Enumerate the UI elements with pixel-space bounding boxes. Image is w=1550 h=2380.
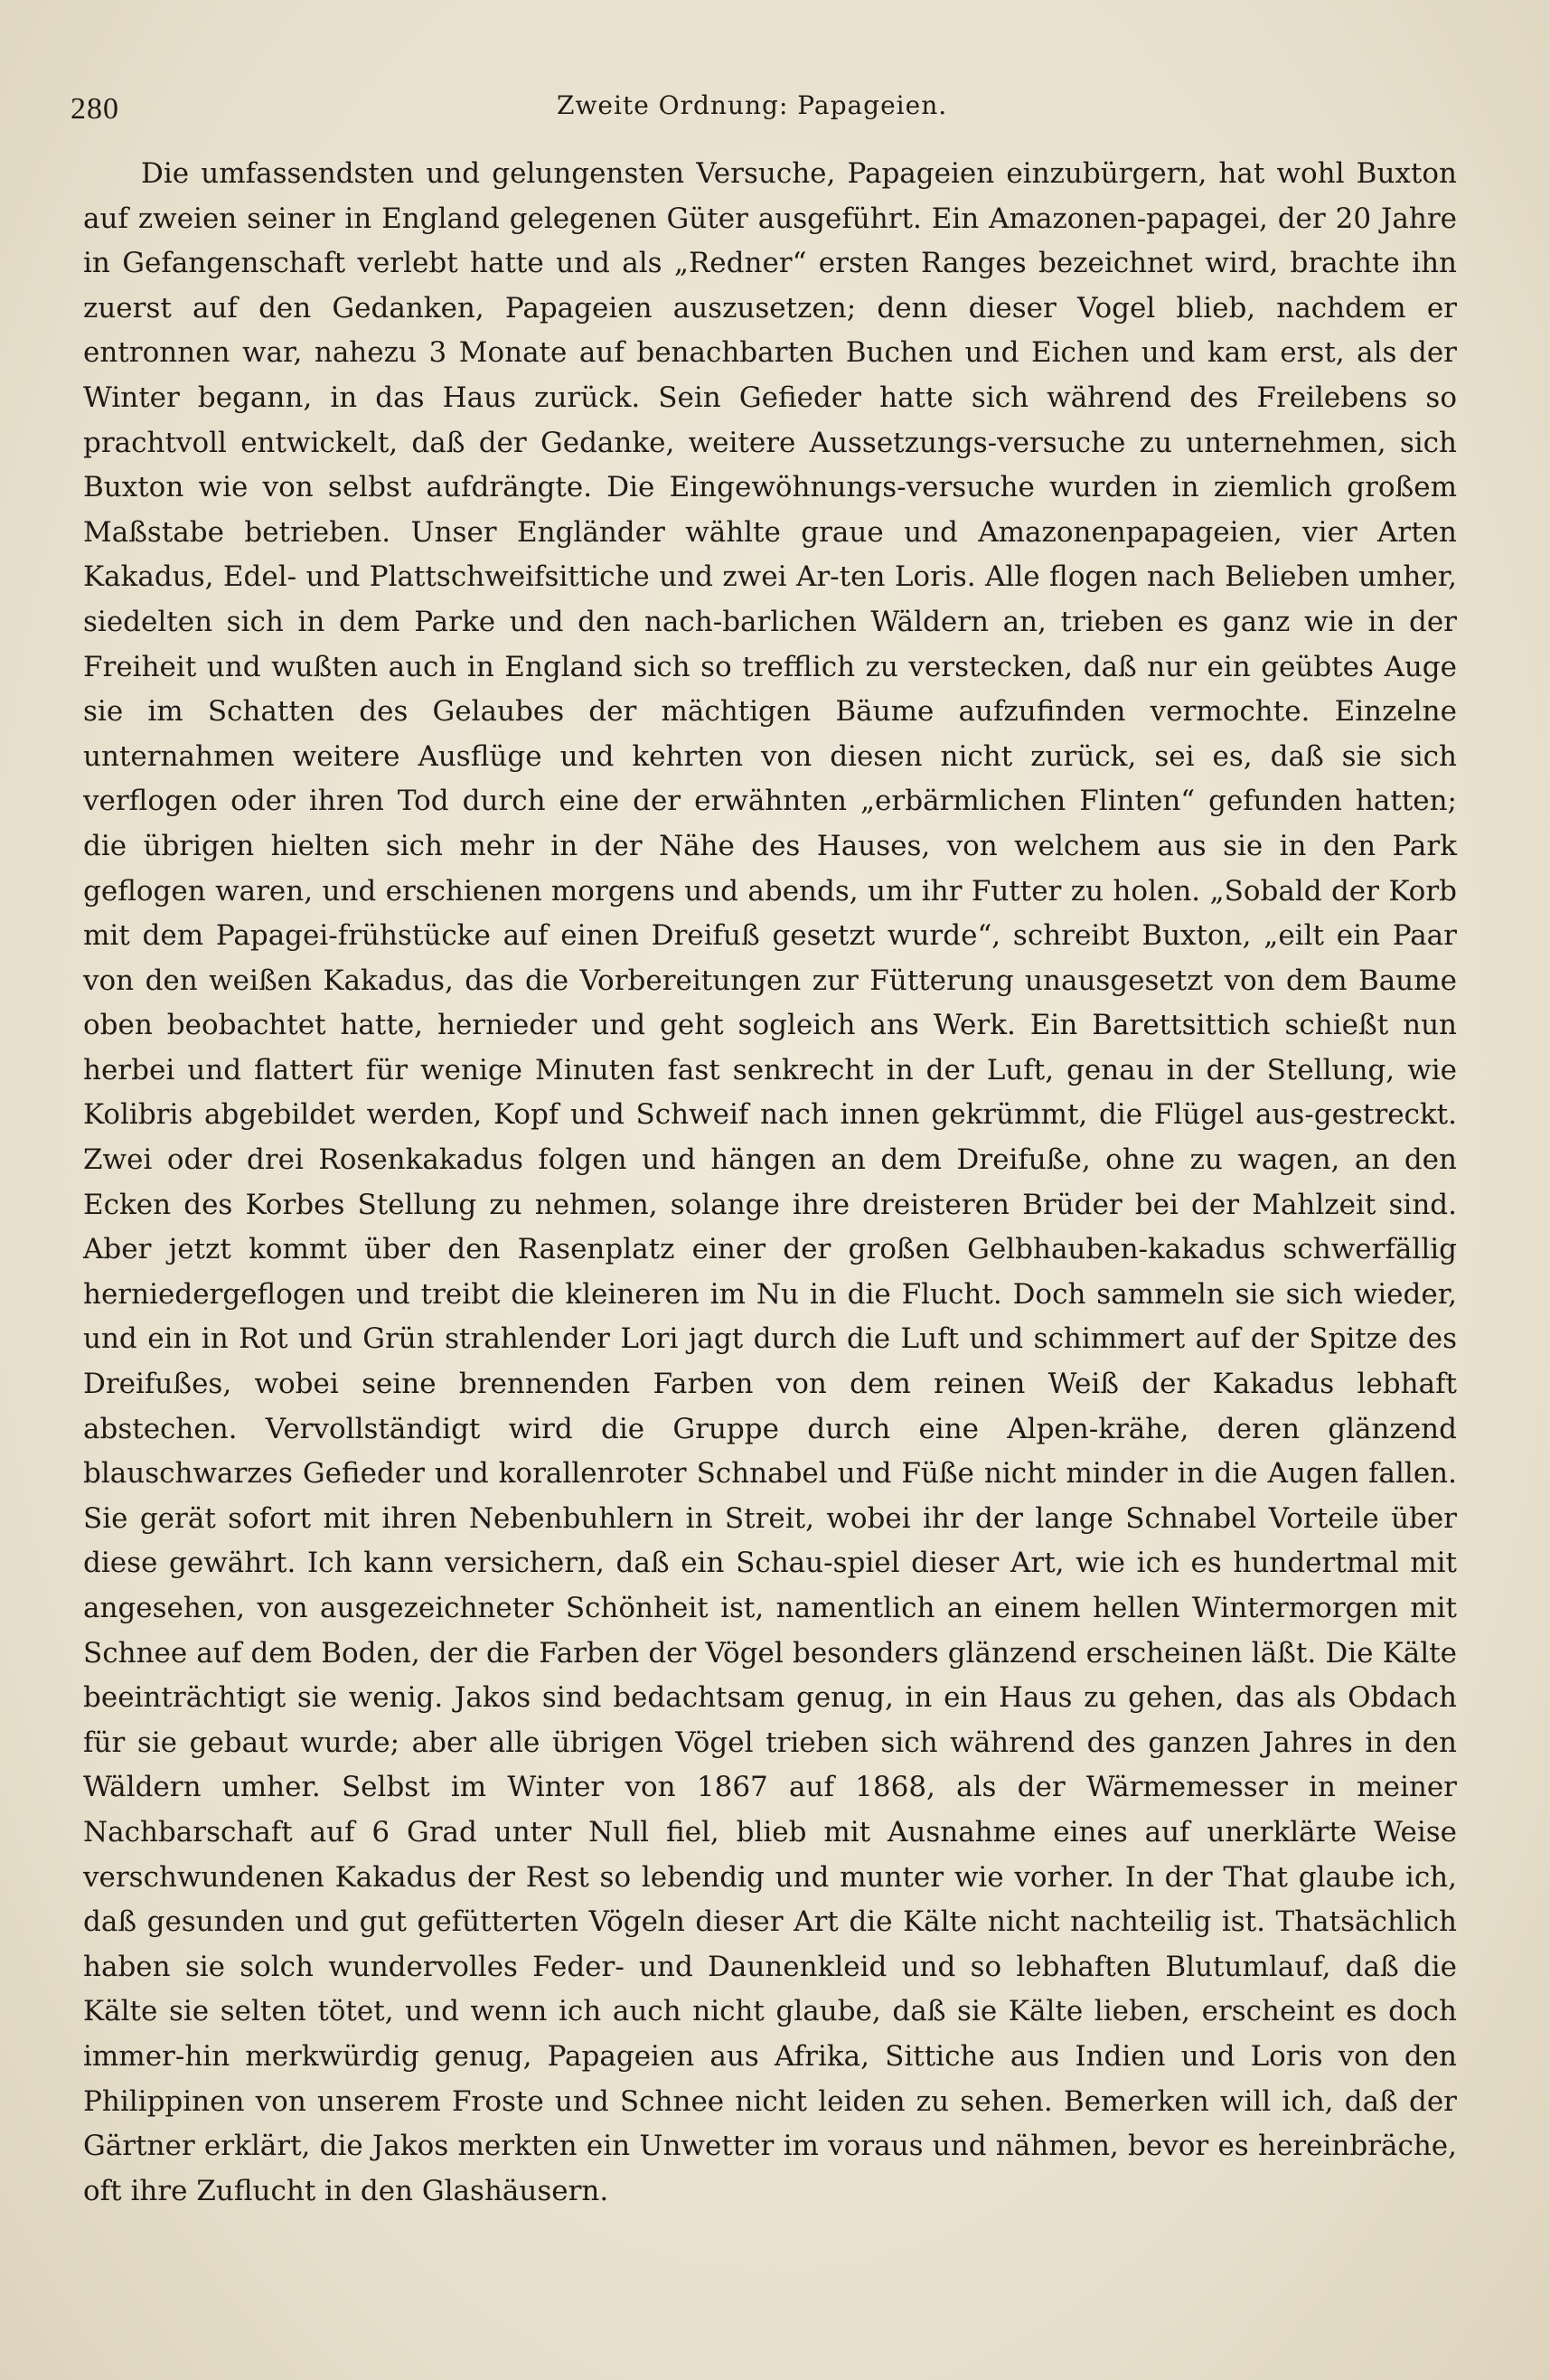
paragraph: Die umfassendsten und gelungensten Versuche, Papageien einzubürgern, hat wohl Buxton auf zweien seiner in England gelegenen Güter ausgeführt. Ein Amazonen-papagei, der 20 Jahre in Gefangenschaft verlebt hatte und als „Redner“ ersten Ranges bezeichnet wird, brachte ihn zuerst auf den Gedanken, Papageien auszusetzen; denn dieser Vogel blieb, nachdem er entronnen war, nahezu 3 Monate auf benachbarten Buchen und Eichen und kam erst, als der Winter begann, in das Haus zurück. Sein Gefieder hatte sich während des Freilebens so prachtvoll entwickelt, daß der Gedanke, weitere Aussetzungs-versuche zu unternehmen, sich Buxton wie von selbst aufdrängte. Die Eingewöhnungs-versuche wurden in ziemlich großem Maßstabe betrieben. Unser Engländer wählte graue und Amazonenpapageien, vier Arten Kakadus, Edel- und Plattschweifsittiche und zwei Ar-ten Loris. Alle flogen nach Belieben umher, siedelten sich in dem Parke und den nach-barlichen Wäldern an, trieben es ganz wie in der Freiheit und wußten auch in England sich so trefflich zu verstecken, daß nur ein geübtes Auge sie im Schatten des Gelaubes der mächtigen Bäume aufzufinden vermochte. Einzelne unternahmen weitere Ausflüge und kehrten von diesen nicht zurück, sei es, daß sie sich verflogen oder ihren Tod durch eine der erwähnten „erbärmlichen Flinten“ gefunden hatten; die übrigen hielten sich mehr in der Nähe des Hauses, von welchem aus sie in den Park geflogen waren, und erschienen morgens und abends, um ihr Futter zu holen. „Sobald der Korb mit dem Papagei-frühstücke auf einen Dreifuß gesetzt wurde“, schreibt Buxton, „eilt ein Paar von den weißen Kakadus, das die Vorbereitungen zur Fütterung unausgesetzt von dem Baume oben beobachtet hatte, hernieder und geht sogleich ans Werk. Ein Barettsittich schießt nun herbei und flattert für wenige Minuten fast senkrecht in der Luft, genau in der Stellung, wie Kolibris abgebildet werden, Kopf und Schweif nach innen gekrümmt, die Flügel aus-gestreckt. Zwei oder drei Rosenkakadus folgen und hängen an dem Dreifuße, ohne zu wagen, an den Ecken des Korbes Stellung zu nehmen, solange ihre dreisteren Brüder bei der Mahlzeit sind. Aber jetzt kommt über den Rasenplatz einer der großen Gelbhauben-kakadus schwerfällig herniedergeflogen und treibt die kleineren im Nu in die Flucht. Doch sammeln sie sich wieder, und ein in Rot und Grün strahlender Lori jagt durch die Luft und schimmert auf der Spitze des Dreifußes, wobei seine brennenden Farben von dem reinen Weiß der Kakadus lebhaft abstechen. Vervollständigt wird die Gruppe durch eine Alpen-krähe, deren glänzend blauschwarzes Gefieder und korallenroter Schnabel und Füße nicht minder in die Augen fallen. Sie gerät sofort mit ihren Nebenbuhlern in Streit, wobei ihr der lange Schnabel Vorteile über diese gewährt. Ich kann versichern, daß ein Schau-spiel dieser Art, wie ich es hundertmal mit angesehen, von ausgezeichneter Schönheit ist, namentlich an einem hellen Wintermorgen mit Schnee auf dem Boden, der die Farben der Vögel besonders glänzend erscheinen läßt. Die Kälte beeinträchtigt sie wenig. Jakos sind bedachtsam genug, in ein Haus zu gehen, das als Obdach für sie gebaut wurde; aber alle übrigen Vögel trieben sich während des ganzen Jahres in den Wäldern umher. Selbst im Winter von 1867 auf 1868, als der Wärmemesser in meiner Nachbarschaft auf 6 Grad unter Null fiel, blieb mit Ausnahme eines auf unerklärte Weise verschwundenen Kakadus der Rest so lebendig und munter wie vorher. In der That glaube ich, daß gesunden und gut gefütterten Vögeln dieser Art die Kälte nicht nachteilig ist. Thatsächlich haben sie solch wundervolles Feder- und Daunenkleid und so lebhaften Blutumlauf, daß die Kälte sie selten tötet, und wenn ich auch nicht glaube, daß sie Kälte lieben, erscheint es doch immer-hin merkwürdig genug, Papageien aus Afrika, Sittiche aus Indien und Loris von den Philippinen von unserem Froste und Schnee nicht leiden zu sehen. Bemerken will ich, daß der Gärtner erklärt, die Jakos merkten ein Unwetter im voraus und nähmen, bevor es hereinbräche, oft ihre Zuflucht in den Glashäusern. [83, 157, 1457, 2207]
page-header [70, 87, 1462, 132]
page-number: 280 [70, 92, 119, 126]
body-text [83, 152, 1457, 2214]
running-title: Zweite Ordnung: Papageien. [557, 90, 948, 120]
